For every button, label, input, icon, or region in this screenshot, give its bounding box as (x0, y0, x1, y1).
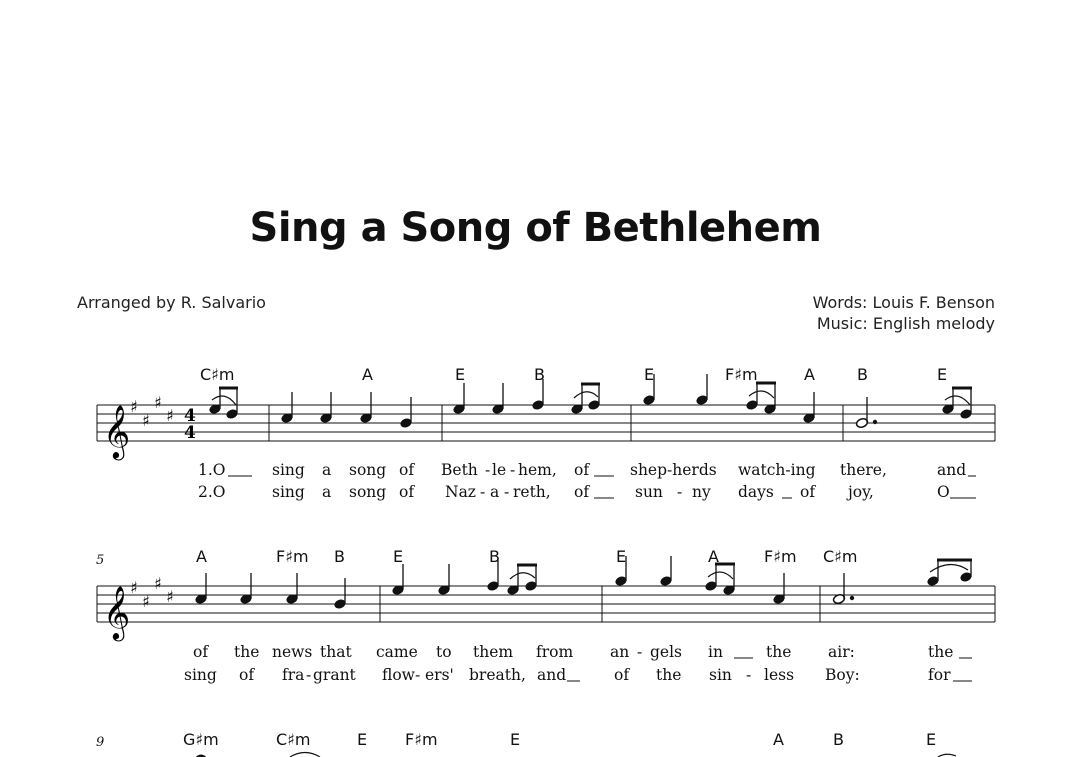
lyric-hyphen: - (504, 483, 510, 501)
song-title: Sing a Song of Bethlehem (249, 205, 822, 251)
chord-symbol: A (773, 730, 784, 749)
chord-symbol: E (937, 365, 948, 384)
lyric-syllable: of (574, 461, 590, 479)
lyric-syllable: sing (272, 483, 305, 501)
chord-symbol: A (362, 365, 373, 384)
arranger-credit: Arranged by R. Salvario (77, 293, 266, 312)
lyric-syllable: less (764, 666, 795, 684)
lyric-syllable: grant (313, 666, 356, 684)
lyric-syllable: le (492, 461, 507, 479)
lyric-hyphen: - (480, 483, 486, 501)
lyric-syllable: of (193, 643, 209, 661)
lyric-syllable: for (928, 666, 951, 684)
lyric-syllable: that (320, 643, 352, 661)
lyrics-verse-1-line-1 (198, 461, 966, 479)
chord-symbols-3 (183, 730, 936, 749)
lyric-syllable: of (239, 666, 255, 684)
lyric-syllable: and (937, 461, 967, 479)
lyric-syllable: Boy: (825, 666, 860, 684)
lyric-syllable: to (436, 643, 452, 661)
chord-symbol: B (334, 547, 345, 566)
lyric-syllable: a (322, 483, 332, 501)
treble-clef-icon: 𝄞 (103, 585, 131, 639)
svg-text:♯: ♯ (142, 411, 150, 430)
lyric-syllable: 1.O (198, 461, 226, 479)
lyric-syllable: ers' (425, 666, 454, 684)
chord-symbol: F♯m (764, 547, 797, 566)
lyric-syllable: breath, (469, 666, 526, 684)
lyric-syllable: sun (635, 483, 663, 501)
lyric-syllable: from (536, 643, 574, 661)
chord-symbol: F♯m (276, 547, 309, 566)
lyrics-verse-1-line-2 (193, 643, 953, 661)
chord-symbol: E (616, 547, 627, 566)
lyric-syllable: an (610, 643, 630, 661)
lyric-syllable: came (376, 643, 418, 661)
lyric-syllable: joy, (848, 483, 874, 501)
lyric-syllable: the (656, 666, 682, 684)
lyric-syllable: ny (692, 483, 711, 501)
time-sig-bottom: 4 (184, 423, 196, 443)
chord-symbol: E (357, 730, 368, 749)
lyric-syllable: sin (709, 666, 732, 684)
lyric-hyphen: - (677, 483, 683, 501)
svg-text:♯: ♯ (130, 397, 138, 416)
lyric-syllable: air: (828, 643, 855, 661)
lyric-hyphen: - (637, 643, 643, 661)
lyric-syllable: and (537, 666, 567, 684)
lyric-syllable: O (937, 483, 950, 501)
chord-symbols-2 (196, 547, 858, 566)
chord-symbol: C♯m (823, 547, 858, 566)
measure-number: 9 (96, 735, 105, 750)
staff-system-1 (97, 365, 995, 501)
lyric-hyphen: - (510, 461, 516, 479)
svg-text:♯: ♯ (130, 578, 138, 597)
lyric-hyphen: - (485, 461, 491, 479)
chord-symbols-1 (200, 365, 947, 384)
lyric-syllable: sing (272, 461, 305, 479)
lyric-syllable: reth, (513, 483, 551, 501)
svg-text:♯: ♯ (142, 592, 150, 611)
lyric-syllable: the (928, 643, 954, 661)
lyric-syllable: of (800, 483, 816, 501)
lyric-syllable: Naz (445, 483, 476, 501)
lyric-syllable: flow (382, 666, 415, 684)
svg-text:♯: ♯ (154, 574, 162, 593)
lyric-syllable: a (490, 483, 500, 501)
chord-symbol: B (489, 547, 500, 566)
lyric-syllable: the (234, 643, 260, 661)
chord-symbol: E (393, 547, 404, 566)
notes-system-3-partial (196, 753, 956, 757)
lyric-syllable: of (614, 666, 630, 684)
chord-symbol: F♯m (405, 730, 438, 749)
chord-symbol: F♯m (725, 365, 758, 384)
measure-number: 5 (96, 553, 105, 568)
lyric-syllable: shep-herds (630, 461, 717, 479)
lyric-syllable: gels (650, 643, 683, 661)
lyric-syllable: a (322, 461, 332, 479)
key-signature (130, 393, 174, 430)
chord-symbol: A (804, 365, 815, 384)
lyric-syllable: of (399, 461, 415, 479)
lyric-syllable: of (399, 483, 415, 501)
chord-symbol: E (455, 365, 466, 384)
lyrics-verse-2-line-1 (198, 483, 950, 501)
lyric-syllable: fra (282, 666, 305, 684)
time-sig-top: 4 (184, 406, 196, 426)
lyric-hyphen: - (746, 666, 752, 684)
svg-text:♯: ♯ (166, 406, 174, 425)
lyric-syllable: watch-ing (738, 461, 816, 479)
lyric-syllable: of (574, 483, 590, 501)
lyric-syllable: hem, (518, 461, 557, 479)
music-credit: Music: English melody (816, 314, 995, 333)
svg-text:♯: ♯ (166, 587, 174, 606)
svg-text:♯: ♯ (154, 393, 162, 412)
lyric-syllable: the (766, 643, 792, 661)
lyric-syllable: in (708, 643, 723, 661)
lyric-syllable: song (349, 461, 387, 479)
chord-symbol: G♯m (183, 730, 219, 749)
words-credit: Words: Louis F. Benson (812, 293, 995, 312)
chord-symbol: E (644, 365, 655, 384)
lyric-syllable: them (473, 643, 514, 661)
lyric-syllable: days (738, 483, 774, 501)
chord-symbol: B (857, 365, 868, 384)
lyric-hyphen: - (306, 666, 312, 684)
lyric-syllable: sing (184, 666, 217, 684)
lyric-hyphen: - (415, 666, 421, 684)
staff-system-3 (96, 730, 956, 757)
lyric-syllable: there, (840, 461, 887, 479)
chord-symbol: C♯m (276, 730, 311, 749)
lyric-syllable: 2.O (198, 483, 226, 501)
lyric-syllable: Beth (441, 461, 478, 479)
chord-symbol: B (833, 730, 844, 749)
chord-symbol: E (926, 730, 937, 749)
chord-symbol: A (708, 547, 719, 566)
chord-symbol: A (196, 547, 207, 566)
chord-symbol: E (510, 730, 521, 749)
lyric-syllable: news (272, 643, 313, 661)
chord-symbol: C♯m (200, 365, 235, 384)
chord-symbol: B (534, 365, 545, 384)
lyric-syllable: song (349, 483, 387, 501)
key-signature (130, 574, 174, 611)
staff-system-2 (96, 547, 995, 684)
treble-clef-icon: 𝄞 (103, 404, 131, 458)
